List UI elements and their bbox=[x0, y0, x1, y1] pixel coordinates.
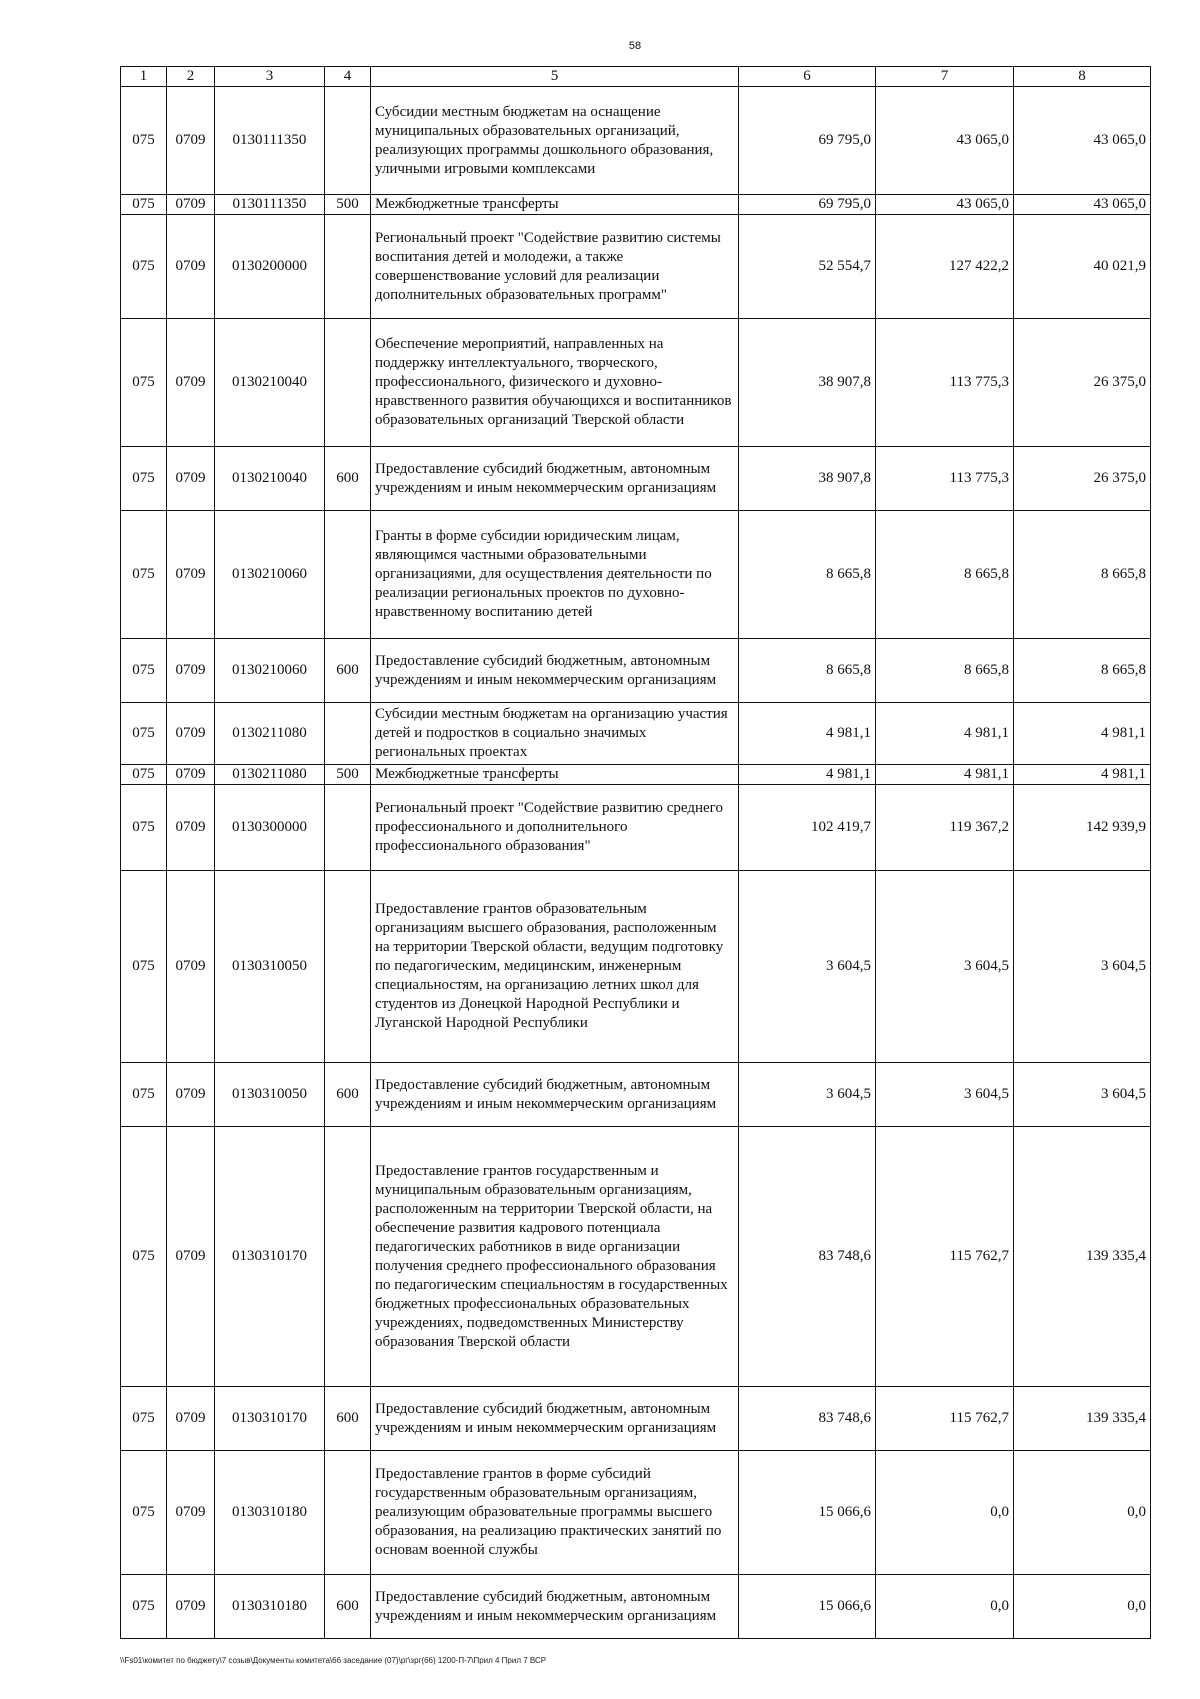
cell-expense-type bbox=[325, 511, 371, 639]
table-row bbox=[121, 1063, 1151, 1127]
cell-admin-code: 075 bbox=[121, 195, 167, 215]
cell-amount-col6: 52 554,7 bbox=[739, 215, 876, 319]
cell-description: Региональный проект "Содействие развитию среднего профессионального и дополнительного профессионального образования" bbox=[371, 785, 739, 871]
cell-description: Предоставление грантов государственным и муниципальным образовательным организациям, расположенным на территории Тверской области, на обеспечение развития кадрового потенциала педагогических работников в виде организации получения среднего профессионального образования по педагогическим специальностям в государственных бюджетных профессиональных образовательных учреждениях, подведомственных Министерству образования Тверской области bbox=[371, 1127, 739, 1387]
cell-amount-col6: 15 066,6 bbox=[739, 1575, 876, 1639]
col-header-7: 7 bbox=[876, 67, 1014, 87]
cell-amount-col7: 3 604,5 bbox=[876, 871, 1014, 1063]
cell-amount-col7: 113 775,3 bbox=[876, 319, 1014, 447]
cell-target-code: 0130210040 bbox=[215, 319, 325, 447]
cell-section-code: 0709 bbox=[167, 1127, 215, 1387]
cell-amount-col8: 0,0 bbox=[1014, 1575, 1151, 1639]
cell-expense-type bbox=[325, 319, 371, 447]
cell-description: Региональный проект "Содействие развитию системы воспитания детей и молодежи, а также совершенствование условий для реализации дополнительных образовательных программ" bbox=[371, 215, 739, 319]
cell-amount-col7: 127 422,2 bbox=[876, 215, 1014, 319]
cell-section-code: 0709 bbox=[167, 785, 215, 871]
table-row bbox=[121, 1451, 1151, 1575]
cell-amount-col8: 8 665,8 bbox=[1014, 511, 1151, 639]
cell-amount-col8: 139 335,4 bbox=[1014, 1127, 1151, 1387]
cell-expense-type bbox=[325, 703, 371, 765]
cell-amount-col7: 115 762,7 bbox=[876, 1387, 1014, 1451]
cell-section-code: 0709 bbox=[167, 87, 215, 195]
cell-description: Предоставление субсидий бюджетным, автономным учреждениям и иным некоммерческим организациям bbox=[371, 447, 739, 511]
cell-amount-col7: 4 981,1 bbox=[876, 765, 1014, 785]
cell-amount-col8: 4 981,1 bbox=[1014, 703, 1151, 765]
file-path-footer: \\Fs01\комитет по бюджету\7 созыв\Документы комитета\66 заседание (07)\рг\зрг(66) 1200-П-7\Прил 4 Прил 7 ВСР bbox=[120, 1656, 547, 1665]
cell-admin-code: 075 bbox=[121, 1575, 167, 1639]
cell-admin-code: 075 bbox=[121, 87, 167, 195]
cell-description: Предоставление грантов в форме субсидий государственным образовательным организациям, реализующим образовательные программы высшего образования, на реализацию практических занятий по основам военной службы bbox=[371, 1451, 739, 1575]
cell-target-code: 0130310170 bbox=[215, 1127, 325, 1387]
cell-section-code: 0709 bbox=[167, 195, 215, 215]
cell-admin-code: 075 bbox=[121, 1451, 167, 1575]
cell-admin-code: 075 bbox=[121, 871, 167, 1063]
cell-amount-col8: 4 981,1 bbox=[1014, 765, 1151, 785]
cell-section-code: 0709 bbox=[167, 447, 215, 511]
cell-target-code: 0130310050 bbox=[215, 1063, 325, 1127]
col-header-2: 2 bbox=[167, 67, 215, 87]
cell-amount-col6: 102 419,7 bbox=[739, 785, 876, 871]
cell-amount-col7: 8 665,8 bbox=[876, 511, 1014, 639]
table-row bbox=[121, 639, 1151, 703]
cell-amount-col7: 113 775,3 bbox=[876, 447, 1014, 511]
cell-expense-type bbox=[325, 785, 371, 871]
cell-amount-col8: 3 604,5 bbox=[1014, 871, 1151, 1063]
cell-section-code: 0709 bbox=[167, 319, 215, 447]
cell-description: Межбюджетные трансферты bbox=[371, 765, 739, 785]
col-header-3: 3 bbox=[215, 67, 325, 87]
cell-amount-col8: 8 665,8 bbox=[1014, 639, 1151, 703]
cell-amount-col6: 83 748,6 bbox=[739, 1127, 876, 1387]
cell-amount-col7: 4 981,1 bbox=[876, 703, 1014, 765]
cell-description: Предоставление грантов образовательным организациям высшего образования, расположенным на территории Тверской области, ведущим подготовку по педагогическим, медицинским, инженерным специальностям, на организацию летних школ для студентов из Донецкой Народной Республики и Луганской Народной Республики bbox=[371, 871, 739, 1063]
cell-admin-code: 075 bbox=[121, 703, 167, 765]
cell-section-code: 0709 bbox=[167, 1063, 215, 1127]
cell-target-code: 0130211080 bbox=[215, 765, 325, 785]
cell-admin-code: 075 bbox=[121, 1063, 167, 1127]
cell-amount-col6: 69 795,0 bbox=[739, 195, 876, 215]
cell-target-code: 0130310180 bbox=[215, 1451, 325, 1575]
cell-amount-col6: 4 981,1 bbox=[739, 765, 876, 785]
cell-amount-col6: 3 604,5 bbox=[739, 871, 876, 1063]
cell-description: Предоставление субсидий бюджетным, автономным учреждениям и иным некоммерческим организациям bbox=[371, 1063, 739, 1127]
table-row bbox=[121, 319, 1151, 447]
cell-expense-type: 600 bbox=[325, 1063, 371, 1127]
cell-description: Предоставление субсидий бюджетным, автономным учреждениям и иным некоммерческим организациям bbox=[371, 1387, 739, 1451]
cell-admin-code: 075 bbox=[121, 447, 167, 511]
cell-admin-code: 075 bbox=[121, 765, 167, 785]
table-row bbox=[121, 1387, 1151, 1451]
cell-section-code: 0709 bbox=[167, 703, 215, 765]
cell-amount-col7: 119 367,2 bbox=[876, 785, 1014, 871]
cell-amount-col6: 15 066,6 bbox=[739, 1451, 876, 1575]
table-row bbox=[121, 87, 1151, 195]
cell-section-code: 0709 bbox=[167, 1451, 215, 1575]
table-row bbox=[121, 447, 1151, 511]
cell-expense-type: 600 bbox=[325, 1387, 371, 1451]
cell-amount-col6: 38 907,8 bbox=[739, 319, 876, 447]
cell-admin-code: 075 bbox=[121, 319, 167, 447]
cell-amount-col7: 0,0 bbox=[876, 1451, 1014, 1575]
table-row bbox=[121, 1127, 1151, 1387]
cell-expense-type: 500 bbox=[325, 765, 371, 785]
table-row bbox=[121, 871, 1151, 1063]
cell-expense-type bbox=[325, 1451, 371, 1575]
cell-amount-col8: 3 604,5 bbox=[1014, 1063, 1151, 1127]
cell-amount-col8: 0,0 bbox=[1014, 1451, 1151, 1575]
col-header-5: 5 bbox=[371, 67, 739, 87]
cell-amount-col6: 8 665,8 bbox=[739, 511, 876, 639]
cell-expense-type: 600 bbox=[325, 639, 371, 703]
cell-expense-type bbox=[325, 1127, 371, 1387]
table-row bbox=[121, 511, 1151, 639]
table-row bbox=[121, 785, 1151, 871]
cell-admin-code: 075 bbox=[121, 511, 167, 639]
cell-amount-col7: 0,0 bbox=[876, 1575, 1014, 1639]
cell-section-code: 0709 bbox=[167, 1387, 215, 1451]
cell-target-code: 0130310050 bbox=[215, 871, 325, 1063]
cell-amount-col7: 43 065,0 bbox=[876, 195, 1014, 215]
cell-section-code: 0709 bbox=[167, 511, 215, 639]
cell-admin-code: 075 bbox=[121, 1127, 167, 1387]
cell-expense-type: 600 bbox=[325, 1575, 371, 1639]
table-row bbox=[121, 1575, 1151, 1639]
cell-description: Гранты в форме субсидии юридическим лицам, являющимся частными образовательными организациями, для осуществления деятельности по реализации региональных проектов по духовно-нравственному воспитанию детей bbox=[371, 511, 739, 639]
cell-amount-col6: 83 748,6 bbox=[739, 1387, 876, 1451]
cell-amount-col7: 8 665,8 bbox=[876, 639, 1014, 703]
cell-expense-type bbox=[325, 215, 371, 319]
table-row bbox=[121, 703, 1151, 765]
cell-amount-col8: 139 335,4 bbox=[1014, 1387, 1151, 1451]
cell-admin-code: 075 bbox=[121, 1387, 167, 1451]
cell-target-code: 0130310180 bbox=[215, 1575, 325, 1639]
cell-target-code: 0130210040 bbox=[215, 447, 325, 511]
cell-section-code: 0709 bbox=[167, 871, 215, 1063]
cell-admin-code: 075 bbox=[121, 639, 167, 703]
cell-admin-code: 075 bbox=[121, 785, 167, 871]
cell-section-code: 0709 bbox=[167, 639, 215, 703]
cell-amount-col8: 40 021,9 bbox=[1014, 215, 1151, 319]
cell-target-code: 0130210060 bbox=[215, 511, 325, 639]
cell-amount-col8: 26 375,0 bbox=[1014, 447, 1151, 511]
cell-amount-col7: 3 604,5 bbox=[876, 1063, 1014, 1127]
col-header-4: 4 bbox=[325, 67, 371, 87]
cell-amount-col8: 142 939,9 bbox=[1014, 785, 1151, 871]
cell-section-code: 0709 bbox=[167, 765, 215, 785]
cell-target-code: 0130300000 bbox=[215, 785, 325, 871]
cell-description: Субсидии местным бюджетам на оснащение муниципальных образовательных организаций, реализующих программы дошкольного образования, уличными игровыми комплексами bbox=[371, 87, 739, 195]
table-row bbox=[121, 765, 1151, 785]
cell-target-code: 0130310170 bbox=[215, 1387, 325, 1451]
cell-expense-type: 500 bbox=[325, 195, 371, 215]
cell-amount-col6: 38 907,8 bbox=[739, 447, 876, 511]
cell-description: Субсидии местным бюджетам на организацию участия детей и подростков в социально значимых региональных проектах bbox=[371, 703, 739, 765]
cell-expense-type bbox=[325, 871, 371, 1063]
cell-section-code: 0709 bbox=[167, 1575, 215, 1639]
cell-target-code: 0130200000 bbox=[215, 215, 325, 319]
cell-description: Предоставление субсидий бюджетным, автономным учреждениям и иным некоммерческим организациям bbox=[371, 639, 739, 703]
cell-description: Обеспечение мероприятий, направленных на поддержку интеллектуального, творческого, профессионального, физического и духовно-нравственного развития обучающихся и воспитанников образовательных организаций Тверской области bbox=[371, 319, 739, 447]
table-row bbox=[121, 195, 1151, 215]
page-number: 58 bbox=[628, 40, 642, 52]
header-row bbox=[121, 67, 1151, 87]
cell-amount-col6: 3 604,5 bbox=[739, 1063, 876, 1127]
cell-amount-col8: 43 065,0 bbox=[1014, 87, 1151, 195]
cell-target-code: 0130111350 bbox=[215, 87, 325, 195]
table-row bbox=[121, 215, 1151, 319]
cell-amount-col8: 26 375,0 bbox=[1014, 319, 1151, 447]
cell-amount-col6: 4 981,1 bbox=[739, 703, 876, 765]
col-header-1: 1 bbox=[121, 67, 167, 87]
cell-amount-col8: 43 065,0 bbox=[1014, 195, 1151, 215]
cell-admin-code: 075 bbox=[121, 215, 167, 319]
cell-section-code: 0709 bbox=[167, 215, 215, 319]
cell-amount-col7: 115 762,7 bbox=[876, 1127, 1014, 1387]
cell-amount-col7: 43 065,0 bbox=[876, 87, 1014, 195]
cell-target-code: 0130111350 bbox=[215, 195, 325, 215]
col-header-8: 8 bbox=[1014, 67, 1151, 87]
cell-description: Предоставление субсидий бюджетным, автономным учреждениям и иным некоммерческим организациям bbox=[371, 1575, 739, 1639]
cell-target-code: 0130211080 bbox=[215, 703, 325, 765]
cell-amount-col6: 69 795,0 bbox=[739, 87, 876, 195]
budget-table bbox=[120, 66, 1151, 1639]
cell-expense-type: 600 bbox=[325, 447, 371, 511]
col-header-6: 6 bbox=[739, 67, 876, 87]
cell-target-code: 0130210060 bbox=[215, 639, 325, 703]
cell-description: Межбюджетные трансферты bbox=[371, 195, 739, 215]
cell-expense-type bbox=[325, 87, 371, 195]
cell-amount-col6: 8 665,8 bbox=[739, 639, 876, 703]
